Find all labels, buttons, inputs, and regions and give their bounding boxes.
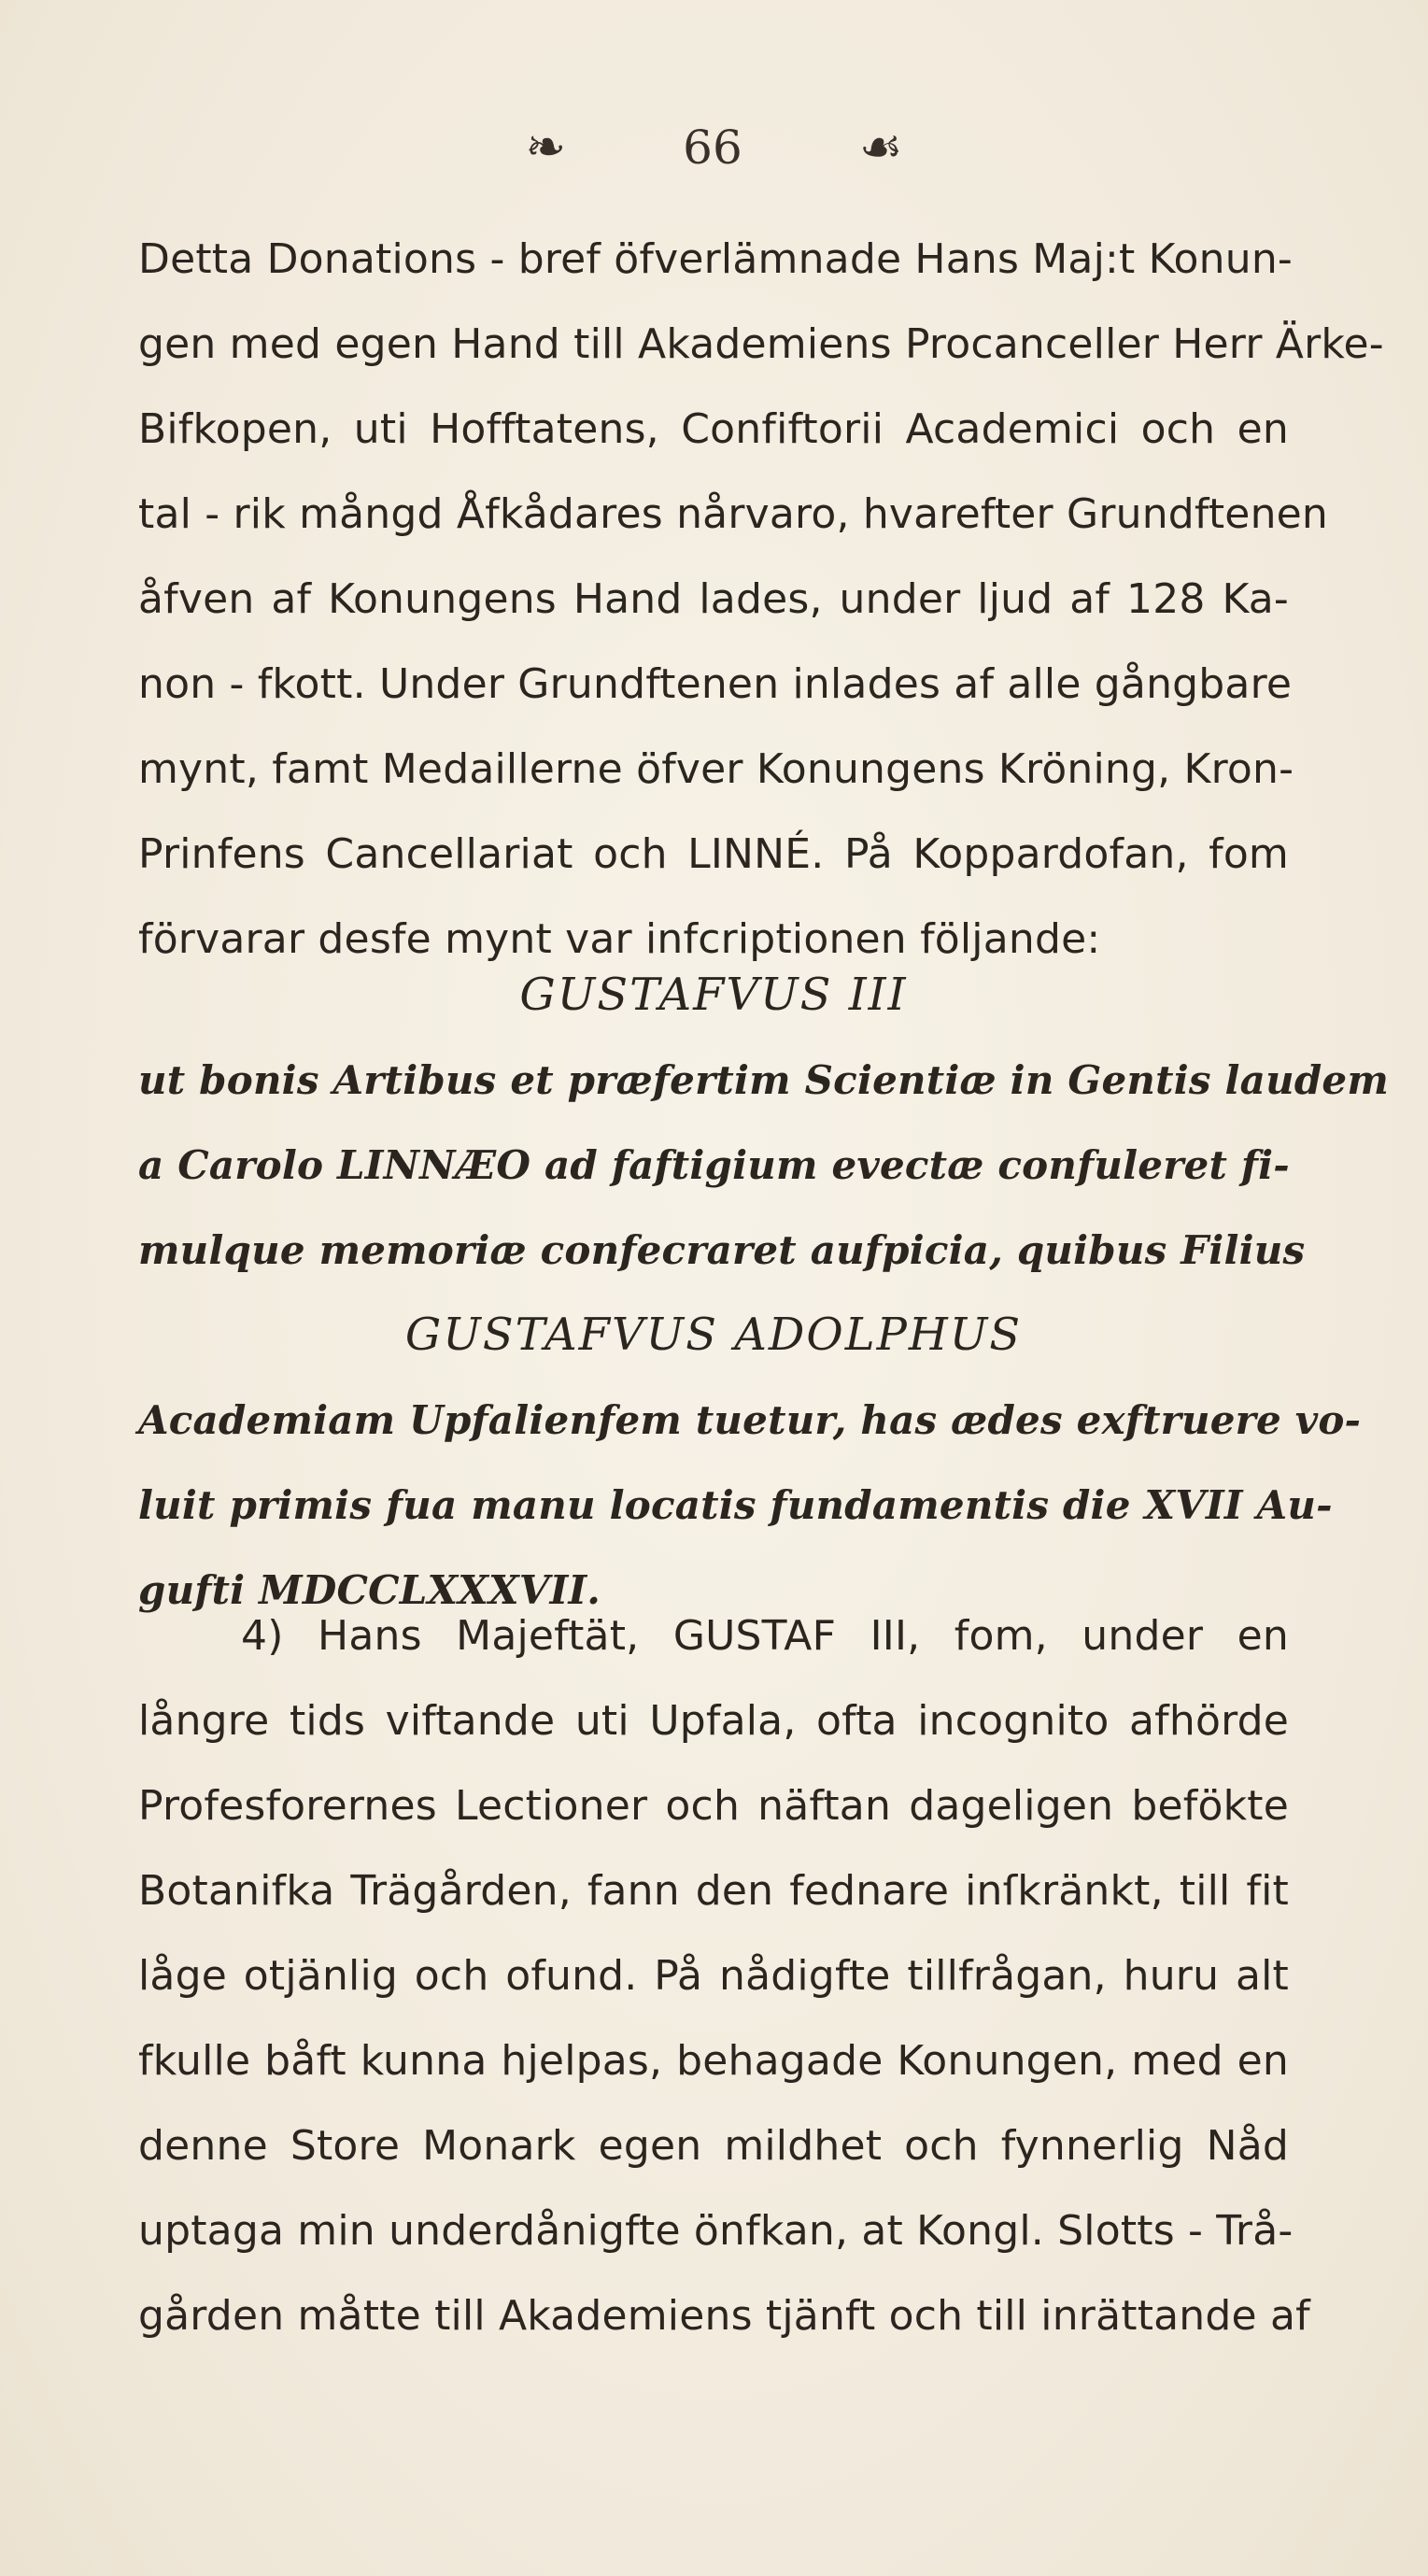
inscription-heading: GUSTAFVUS ADOLPHUS	[404, 1309, 1023, 1361]
inscription-line: ut bonis Artibus et præfertim Scientiæ in Gentis laudem	[138, 1057, 1389, 1103]
text-line: Prinfens Cancellariat och LINNÉ. På Koppardofan, fom	[138, 830, 1289, 878]
text-line: Botanifka Trägården, fann den fednare inſkränkt, till fit	[138, 1867, 1289, 1915]
inscription-line: mulque memoriæ confecraret aufpicia, quibus Filius	[138, 1227, 1306, 1273]
text-line: gården måtte till Akademiens tjänft och till inrättande af	[138, 2292, 1310, 2340]
text-line: mynt, famt Medaillerne öfver Konungens Kröning, Kron-	[138, 745, 1294, 793]
text-line: Detta Donations - bref öfverlämnade Hans Maj:t Konun-	[138, 235, 1293, 283]
paragraph-gustaf-iii	[138, 1593, 1310, 2358]
text-line: förvarar desfe mynt var infcriptionen följande:	[138, 915, 1101, 963]
right-ornament-icon: ☙	[858, 120, 903, 176]
latin-inscription	[138, 953, 1389, 1633]
inscription-line: gufti MDCCLXXXVII.	[138, 1567, 601, 1613]
inscription-line: Academiam Upfalienfem tuetur, has ædes exftruere vo-	[138, 1397, 1362, 1443]
left-ornament-icon: ❧	[525, 120, 567, 176]
text-line: låge otjänlig och ofund. På nådigfte tillfrågan, huru alt	[138, 1952, 1289, 2000]
inscription-heading: GUSTAFVUS III	[519, 969, 908, 1021]
text-line: fkulle båft kunna hjelpas, behagade Konungen, med en	[138, 2037, 1289, 2085]
text-line: tal - rik mångd Åfkådares nårvaro, hvarefter Grundftenen	[138, 490, 1329, 538]
text-line: Profesforernes Lectioner och näftan dageligen befökte	[138, 1782, 1289, 1830]
text-line: 4) Hans Majeftät, GUSTAF III, fom, under en	[241, 1612, 1289, 1660]
text-line: Bifkopen, uti Hofftatens, Confiftorii Academici och en	[138, 405, 1289, 453]
text-line: non - fkott. Under Grundftenen inlades af alle gångbare	[138, 660, 1293, 708]
page-number: 66	[683, 120, 742, 175]
text-line: uptaga min underdånigfte önfkan, at Kongl. Slotts - Trå-	[138, 2207, 1294, 2255]
paragraph-donation	[138, 217, 1384, 982]
text-line: långre tids viftande uti Upfala, ofta incognito afhörde	[138, 1697, 1289, 1745]
text-line: gen med egen Hand till Akademiens Procanceller Herr Ärke-	[138, 320, 1384, 368]
inscription-line: luit primis fua manu locatis fundamentis die XVII Au-	[138, 1482, 1333, 1528]
inscription-line: a Carolo LINNÆO ad faftigium evectæ confuleret fi-	[138, 1142, 1290, 1188]
text-line: åfven af Konungens Hand lades, under ljud af 128 Ka-	[138, 575, 1289, 623]
page-header	[0, 120, 1428, 194]
text-line: denne Store Monark egen mildhet och fynnerlig Nåd	[138, 2122, 1289, 2170]
